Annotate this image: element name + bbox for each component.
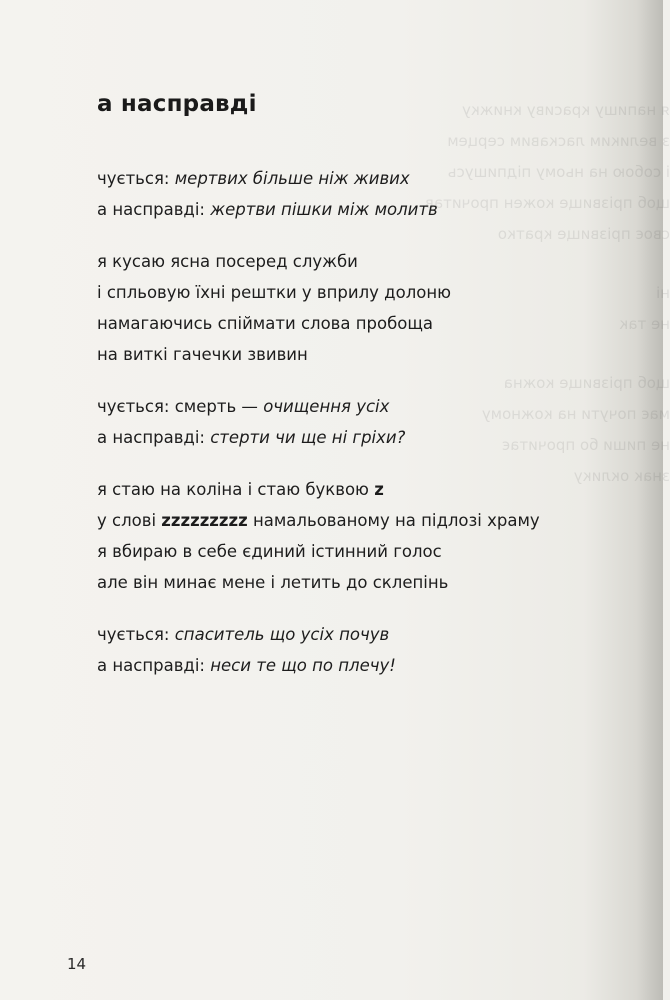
poem-line: намагаючись спіймати слова пробоща bbox=[97, 314, 434, 333]
poem-line: а насправді: жертви пішки між молитв bbox=[97, 200, 438, 219]
bleed-line: і собою на ньому підпишусь bbox=[447, 163, 670, 181]
poem-line: а насправді: неси те що по плечу! bbox=[97, 656, 396, 675]
bleed-line: ні bbox=[656, 284, 670, 302]
poem-line: чується: смерть — очищення усіх bbox=[97, 397, 390, 416]
poem-title: а насправді bbox=[97, 91, 257, 117]
bleed-line: щоб прізвище кожна bbox=[503, 374, 670, 392]
bleed-line: щоб прізвище кожен прочитав bbox=[425, 194, 670, 212]
bleed-line: з великим ласкавим серцем bbox=[447, 132, 670, 150]
poem-line: на виткі гачечки звивин bbox=[97, 345, 308, 364]
stanza bbox=[97, 474, 540, 598]
poem-line: чується: мертвих більше ніж живих bbox=[97, 169, 410, 188]
stanza bbox=[97, 163, 540, 225]
bleed-line: не так bbox=[619, 315, 670, 333]
poem-body bbox=[97, 163, 540, 702]
bleed-line: має почути на кожному bbox=[481, 405, 670, 423]
poem-line: я стаю на коліна і стаю буквою z bbox=[97, 480, 384, 499]
bleed-line: я напишу красиву книжку bbox=[461, 101, 670, 119]
stanza bbox=[97, 391, 540, 453]
poem-line: і спльовую їхні рештки у вприлу долоню bbox=[97, 283, 452, 302]
bleed-line: не пиши бо прочитає bbox=[501, 436, 670, 454]
bleed-line: знак оклику bbox=[573, 467, 670, 485]
poem-line: у слові zzzzzzzzz намальованому на підлозі храму bbox=[97, 511, 540, 530]
page-number: 14 bbox=[67, 955, 87, 973]
poem-line: а насправді: стерти чи ще ні гріхи? bbox=[97, 428, 406, 447]
stanza bbox=[97, 246, 540, 370]
poem-line: але він минає мене і летить до склепінь bbox=[97, 573, 449, 592]
poem-line: я вбираю в себе єдиний істинний голос bbox=[97, 542, 442, 561]
poem-line: я кусаю ясна посеред служби bbox=[97, 252, 358, 271]
stanza bbox=[97, 619, 540, 681]
poem-line: чується: спаситель що усіх почув bbox=[97, 625, 390, 644]
bleed-line: своє прізвище кратко bbox=[497, 225, 670, 243]
